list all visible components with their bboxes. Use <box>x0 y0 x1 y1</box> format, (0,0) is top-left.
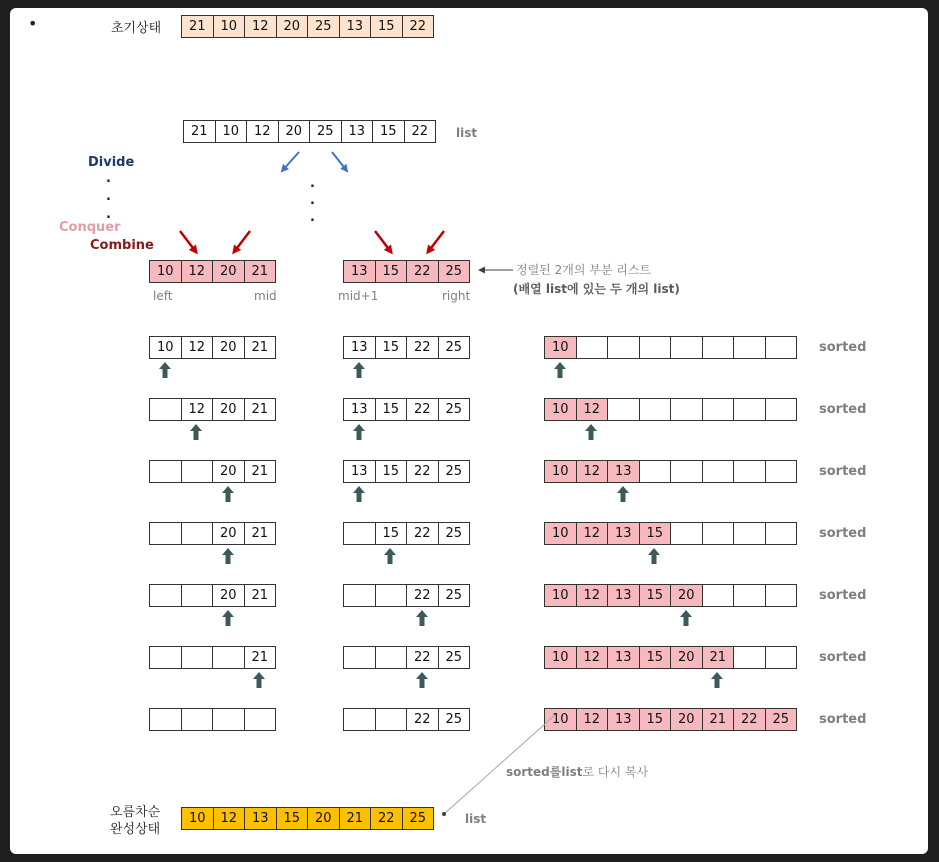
array-cell: 12 <box>576 398 609 421</box>
array-cell: 10 <box>215 120 248 143</box>
phase-dot: . <box>106 171 111 186</box>
array-cell: 13 <box>607 460 640 483</box>
array-cell: 21 <box>244 460 277 483</box>
array-cell: 21 <box>702 708 735 731</box>
copy-note-bold: sorted를list <box>506 765 583 779</box>
array-cell: 12 <box>181 398 214 421</box>
array-cell: 21 <box>339 807 372 830</box>
phase-dot: . <box>106 207 111 222</box>
pointer-arrow-icon <box>416 610 428 626</box>
array-cell: 21 <box>183 120 216 143</box>
sorted-label: sorted <box>819 526 867 541</box>
array-cell: 13 <box>343 260 376 283</box>
array-cell: 21 <box>244 336 277 359</box>
array-cell: 10 <box>544 584 577 607</box>
conquer-label: Conquer <box>59 220 121 235</box>
array-cell: 15 <box>639 522 672 545</box>
array-cell: 10 <box>181 807 214 830</box>
divide-arrow-right <box>332 152 347 171</box>
array-cell: 15 <box>375 260 408 283</box>
array-cell: 10 <box>544 460 577 483</box>
array-cell: 13 <box>343 460 376 483</box>
array-cell: 15 <box>375 522 408 545</box>
copy-connector-dot <box>442 812 446 816</box>
pointer-arrow-icon <box>353 486 365 502</box>
mid-index-label: mid <box>254 289 277 303</box>
pointer-arrow-icon <box>416 672 428 688</box>
array-cell: 20 <box>212 336 245 359</box>
array-cell: 25 <box>438 460 471 483</box>
sublist-note-line2: (배열 list에 있는 두 개의 list) <box>513 282 680 296</box>
list-label: list <box>456 126 478 140</box>
array-cell: 20 <box>212 260 245 283</box>
array-cell: 20 <box>212 460 245 483</box>
array-cell: 15 <box>276 807 309 830</box>
final-list-label: list <box>465 812 487 826</box>
pointer-arrow-icon <box>222 548 234 564</box>
array-cell: 12 <box>246 120 279 143</box>
array-cell: 12 <box>576 708 609 731</box>
array-cell: 25 <box>438 260 471 283</box>
array-cell: 10 <box>149 260 182 283</box>
array-cell: 13 <box>343 398 376 421</box>
sorted-label: sorted <box>819 464 867 479</box>
array-cell: 25 <box>438 336 471 359</box>
array-cell: 10 <box>544 646 577 669</box>
pointer-arrow-icon <box>222 610 234 626</box>
array-cell: 20 <box>670 584 703 607</box>
array-cell: 12 <box>576 460 609 483</box>
sorted-label: sorted <box>819 588 867 603</box>
pointer-arrow-icon <box>353 424 365 440</box>
array-cell: 21 <box>244 260 277 283</box>
middle-dot: . <box>310 193 315 208</box>
array-cell: 20 <box>212 522 245 545</box>
array-cell: 25 <box>438 646 471 669</box>
pointer-arrow-icon <box>353 362 365 378</box>
array-cell: 15 <box>375 460 408 483</box>
array-cell: 12 <box>213 807 246 830</box>
array-cell: 22 <box>406 460 439 483</box>
combine-label: Combine <box>90 238 154 253</box>
array-cell: 12 <box>244 15 277 38</box>
array-cell: 12 <box>181 260 214 283</box>
initial-state-label: 초기상태 <box>111 21 162 36</box>
combine-arrow <box>180 231 196 252</box>
pointer-arrow-icon <box>384 548 396 564</box>
array-cell: 20 <box>278 120 311 143</box>
array-cell: 13 <box>607 708 640 731</box>
array-cell: 15 <box>375 336 408 359</box>
pointer-arrow-icon <box>190 424 202 440</box>
array-cell: 21 <box>244 522 277 545</box>
combine-arrow <box>428 231 444 252</box>
left-index-label: left <box>153 289 173 303</box>
final-state-label-line1: 오름차순 <box>110 805 161 820</box>
middle-dot: . <box>310 210 315 225</box>
array-cell: 25 <box>765 708 798 731</box>
array-cell: 12 <box>576 522 609 545</box>
array-cell: 13 <box>607 646 640 669</box>
array-cell: 13 <box>244 807 277 830</box>
array-cell: 25 <box>438 398 471 421</box>
array-cell: 22 <box>406 646 439 669</box>
pointer-arrow-icon <box>711 672 723 688</box>
array-cell: 22 <box>406 336 439 359</box>
pointer-arrow-icon <box>159 362 171 378</box>
right-index-label: right <box>442 289 471 303</box>
array-cell: 22 <box>402 15 435 38</box>
array-cell: 22 <box>370 807 403 830</box>
array-cell: 20 <box>307 807 340 830</box>
array-cell: 13 <box>341 120 374 143</box>
array-cell: 13 <box>343 336 376 359</box>
array-cell: 22 <box>404 120 437 143</box>
array-cell: 10 <box>544 708 577 731</box>
array-cell: 10 <box>544 398 577 421</box>
array-cell: 20 <box>276 15 309 38</box>
array-cell: 21 <box>702 646 735 669</box>
sorted-label: sorted <box>819 402 867 417</box>
array-cell: 13 <box>339 15 372 38</box>
array-cell: 25 <box>307 15 340 38</box>
phase-dot: . <box>106 189 111 204</box>
array-cell: 10 <box>149 336 182 359</box>
array-cell: 21 <box>244 584 277 607</box>
divide-arrow-left <box>282 152 299 171</box>
array-cell: 22 <box>406 584 439 607</box>
array-cell: 12 <box>576 646 609 669</box>
array-cell: 15 <box>375 398 408 421</box>
array-cell: 10 <box>213 15 246 38</box>
pointer-arrow-icon <box>680 610 692 626</box>
array-cell: 15 <box>370 15 403 38</box>
array-cell: 21 <box>181 15 214 38</box>
array-cell: 12 <box>181 336 214 359</box>
array-cell: 22 <box>733 708 766 731</box>
bullet: • <box>28 14 38 33</box>
array-cell: 21 <box>244 398 277 421</box>
pointer-arrow-icon <box>222 486 234 502</box>
array-cell: 10 <box>544 522 577 545</box>
copy-note-suffix: 로 다시 복사 <box>582 765 649 779</box>
array-cell: 22 <box>406 708 439 731</box>
array-cell: 22 <box>406 522 439 545</box>
array-cell: 13 <box>607 522 640 545</box>
pointer-arrow-icon <box>253 672 265 688</box>
pointer-arrow-icon <box>585 424 597 440</box>
array-cell: 25 <box>309 120 342 143</box>
array-cell: 15 <box>639 584 672 607</box>
array-cell: 25 <box>402 807 435 830</box>
array-cell: 13 <box>607 584 640 607</box>
sorted-label: sorted <box>819 650 867 665</box>
middle-dot: . <box>310 176 315 191</box>
array-cell: 20 <box>212 398 245 421</box>
final-state-label-line2: 완성상태 <box>110 822 161 837</box>
array-cell: 15 <box>639 708 672 731</box>
array-cell: 12 <box>576 584 609 607</box>
array-cell: 20 <box>670 646 703 669</box>
array-cell: 20 <box>212 584 245 607</box>
array-cell: 20 <box>670 708 703 731</box>
pointer-arrow-icon <box>648 548 660 564</box>
pointer-arrow-icon <box>617 486 629 502</box>
array-cell: 25 <box>438 522 471 545</box>
sublist-note-line1: 정렬된 2개의 부분 리스트 <box>516 263 651 277</box>
sorted-label: sorted <box>819 340 867 355</box>
array-cell: 10 <box>544 336 577 359</box>
copy-connector-line <box>444 715 555 814</box>
divide-label: Divide <box>88 155 135 170</box>
sorted-label: sorted <box>819 712 867 727</box>
pointer-arrow-icon <box>554 362 566 378</box>
combine-arrow <box>234 231 250 252</box>
array-cell: 21 <box>244 646 277 669</box>
combine-arrow <box>375 231 391 252</box>
array-cell: 25 <box>438 708 471 731</box>
arrows-overlay <box>10 8 928 854</box>
merge-sort-diagram <box>10 8 928 854</box>
array-cell: 25 <box>438 584 471 607</box>
mid-plus-index-label: mid+1 <box>338 289 379 303</box>
array-cell: 15 <box>639 646 672 669</box>
array-cell: 22 <box>406 260 439 283</box>
array-cell: 15 <box>372 120 405 143</box>
array-cell: 22 <box>406 398 439 421</box>
